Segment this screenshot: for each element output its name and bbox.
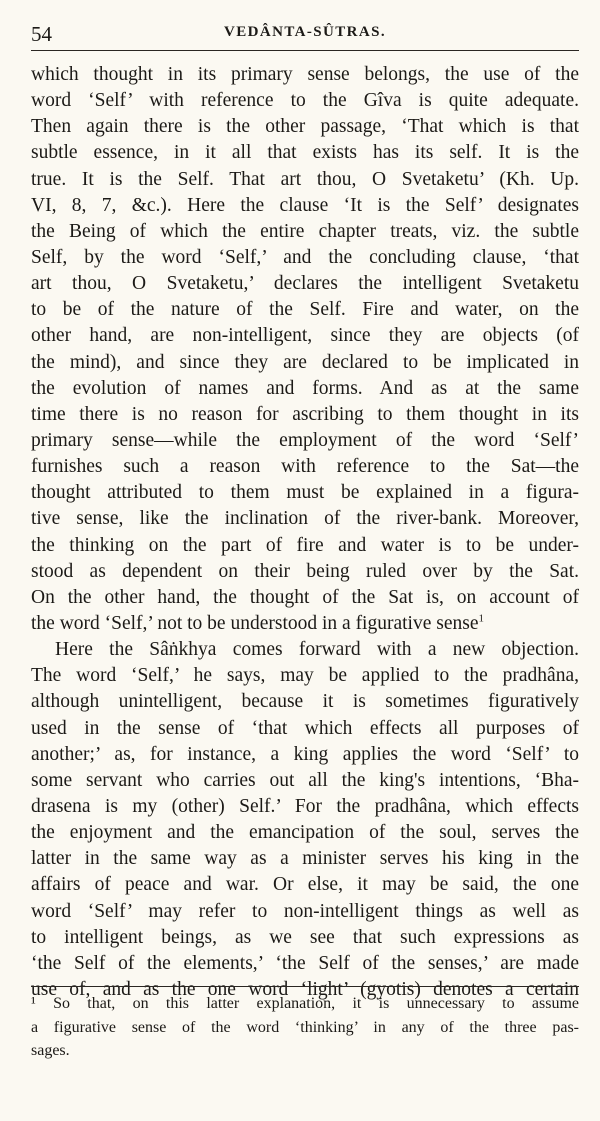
text-line: to intelligent beings, as we see that such expressions as — [31, 926, 579, 948]
text-line: subtle essence, in it all that exists has its self. It is the — [31, 142, 579, 164]
paragraph-first-line: Here the Sâṅkhya comes forward with a new objection. — [55, 639, 579, 661]
text-line: VI, 8, 7, &c.). Here the clause ‘It is the Self’ designates — [31, 194, 579, 216]
text-line: primary sense—while the employment of the word ‘Self’ — [31, 429, 579, 451]
text-line: ‘the Self of the elements,’ ‘the Self of the senses,’ are made — [31, 952, 579, 974]
page-header — [31, 20, 579, 50]
text-line: some servant who carries out all the king's intentions, ‘Bha- — [31, 769, 579, 791]
text-line: latter in the same way as a minister serves his king in the — [31, 848, 579, 870]
text-line: affairs of peace and war. Or else, it may be said, the one — [31, 874, 579, 896]
text-line: word ‘Self’ with reference to the Gîva is quite adequate. — [31, 90, 579, 112]
text-line: the thinking on the part of fire and water is to be under- — [31, 534, 579, 556]
text-line: true. It is the Self. That art thou, O Svetaketu’ (Kh. Up. — [31, 168, 579, 190]
text-line: the evolution of names and forms. And as at the same — [31, 377, 579, 399]
text-line: thought attributed to them must be explained in a figura- — [31, 482, 579, 504]
footnote-line: a figurative sense of the word ‘thinking’ in any of the three pas- — [31, 1018, 579, 1036]
page-number: 54 — [31, 22, 52, 46]
text-line: art thou, O Svetaketu,’ declares the intelligent Svetaketu — [31, 273, 579, 295]
footnote — [31, 992, 579, 1063]
text-line: The word ‘Self,’ he says, may be applied to the pradhâna, — [31, 665, 579, 687]
text-line: Self, by the word ‘Self,’ and the concluding clause, ‘that — [31, 246, 579, 268]
text-line: furnishes such a reason with reference to the Sat—the — [31, 456, 579, 478]
text-line: the Being of which the entire chapter treats, viz. the subtle — [31, 220, 579, 242]
text-line: which thought in its primary sense belongs, the use of the — [31, 64, 579, 85]
text-line: although unintelligent, because it is sometimes figuratively — [31, 691, 579, 713]
text-line: On the other hand, the thought of the Sat is, on account of — [31, 586, 579, 608]
footnote-rule — [31, 986, 579, 987]
text-line-with-footnote — [31, 611, 579, 637]
text-line: stood as dependent on their being ruled over by the Sat. — [31, 560, 579, 582]
text-line: drasena is my (other) Self.’ For the pradhâna, which effects — [31, 795, 579, 817]
text-line: to be of the nature of the Self. Fire and water, on the — [31, 299, 579, 321]
footnote-marker: 1 — [478, 612, 484, 625]
main-text — [31, 62, 579, 1003]
text-line: another;’ as, for instance, a king applies the word ‘Self’ to — [31, 743, 579, 765]
text-line: word ‘Self’ may refer to non-intelligent things as well as — [31, 900, 579, 922]
text-line: other hand, are non-intelligent, since they are objects (of — [31, 325, 579, 347]
text-line: use of, and as the one word ‘light’ (gyotis) denotes a certain — [31, 978, 579, 1000]
header-rule — [31, 50, 579, 51]
footnote-line: sages. — [31, 1042, 70, 1059]
text-line: tive sense, like the inclination of the river-bank. Moreover, — [31, 508, 579, 530]
running-title: VEDÂNTA-SÛTRAS. — [224, 24, 386, 40]
text-line: the enjoyment and the emancipation of the soul, serves the — [31, 822, 579, 844]
footnote-line: ¹ So that, on this latter explanation, it is unnecessary to assume — [31, 995, 579, 1012]
text-line: the word ‘Self,’ not to be understood in a figurative sense — [31, 612, 479, 634]
text-line: used in the sense of ‘that which effects all purposes of — [31, 717, 579, 739]
text-line: Then again there is the other passage, ‘That which is that — [31, 116, 579, 138]
text-line: the mind), and since they are declared to be implicated in — [31, 351, 579, 373]
text-line: time there is no reason for ascribing to them thought in its — [31, 403, 579, 425]
